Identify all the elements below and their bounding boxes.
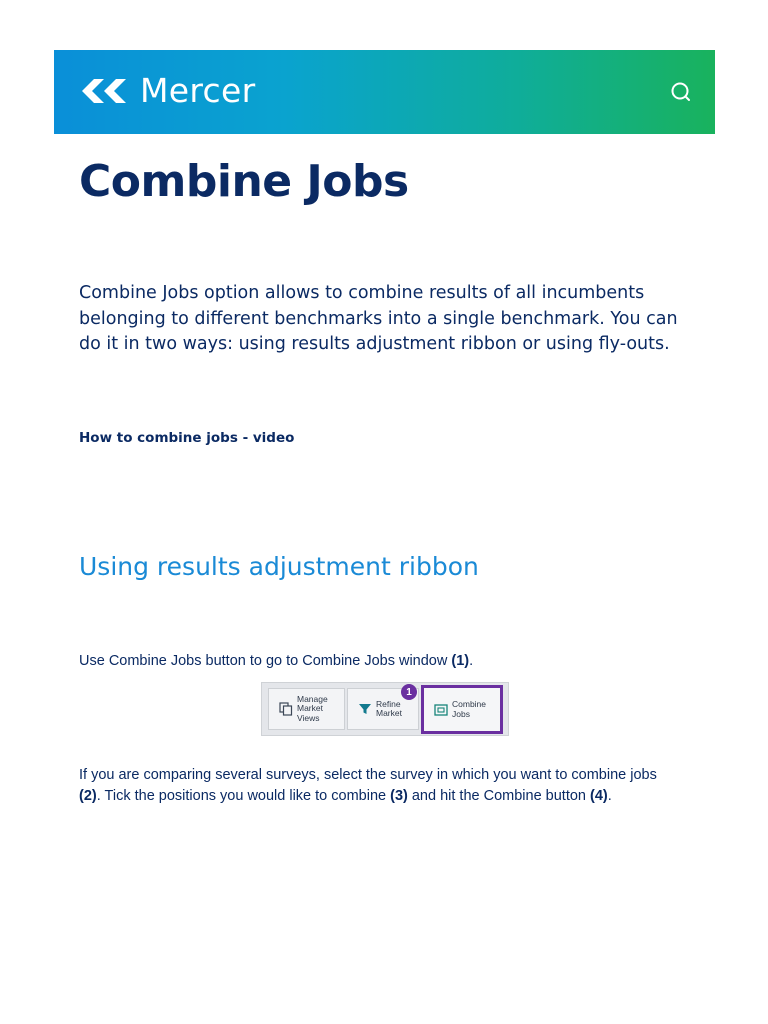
mercer-logo-icon [78,73,130,107]
site-header [54,50,715,134]
manage-market-views-label: Manage Market Views [297,693,328,723]
section-title: Using results adjustment ribbon [79,552,479,581]
step-1-ref: (1) [451,653,470,669]
ribbon-screenshot [261,682,509,736]
step-2-text [79,765,679,807]
combine-icon [434,703,448,717]
mercer-logo[interactable] [78,70,255,110]
step-2-ref-3: (3) [390,788,408,804]
combine-jobs-button[interactable] [421,685,503,734]
step-1-body: Use Combine Jobs button to go to Combine Jobs window [79,653,452,669]
step-2-part-2: . Tick the positions you would like to combine [96,788,391,804]
step-2-part-1: If you are comparing several surveys, select the survey in which you want to combine jobs [79,767,657,783]
step-1-text [79,651,679,672]
search-icon[interactable] [669,80,693,104]
step-1-end: . [469,653,474,669]
brand-name: Mercer [140,70,256,110]
combine-jobs-label: Combine Jobs [452,699,487,719]
page-title: Combine Jobs [79,156,409,207]
manage-market-views-button[interactable] [268,688,345,730]
video-link[interactable]: How to combine jobs - video [79,430,295,446]
intro-paragraph: Combine Jobs option allows to combine results of all incumbents belonging to different benchmarks into a single benchmark. You can do it in two ways: using results adjustment ribbon or using fly-outs. [79,283,678,354]
step-2-ref-4: (4) [590,788,608,804]
step-badge: 1 [401,684,417,700]
copy-icon [279,702,293,716]
step-2-ref-2: (2) [79,788,97,804]
refine-market-label: Refine Market [376,698,402,718]
step-2-part-3: and hit the Combine button [407,788,591,804]
filter-icon [358,702,372,716]
step-2-part-4: . [607,788,612,804]
